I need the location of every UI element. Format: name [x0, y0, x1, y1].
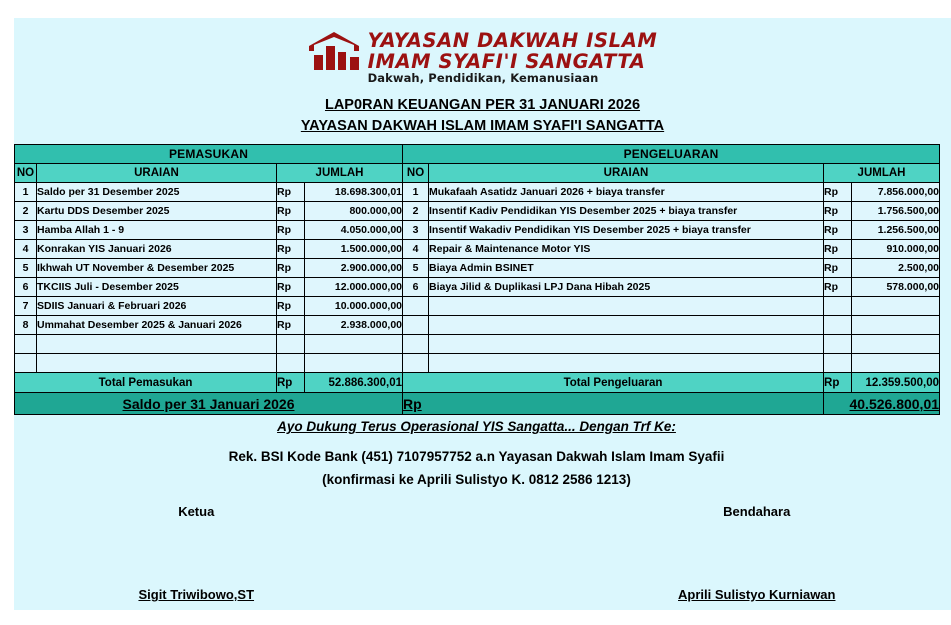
column-header-row — [15, 164, 940, 183]
blank-cell — [403, 354, 429, 373]
income-desc: Saldo per 31 Desember 2025 — [37, 183, 277, 202]
total-income-label: Total Pemasukan — [15, 373, 277, 393]
income-band-label: PEMASUKAN — [15, 145, 403, 164]
bank-account-line: Rek. BSI Kode Bank (451) 7107957752 a.n Yayasan Dakwah Islam Imam Syafii — [228, 449, 725, 464]
expense-desc: Biaya Jilid & Duplikasi LPJ Dana Hibah 2025 — [429, 278, 824, 297]
expense-header-jumlah: JUMLAH — [824, 164, 940, 183]
expense-no: 5 — [403, 259, 429, 278]
income-desc: Ummahat Desember 2025 & Januari 2026 — [37, 316, 277, 335]
income-desc: Ikhwah UT November & Desember 2025 — [37, 259, 277, 278]
income-desc: Kartu DDS Desember 2025 — [37, 202, 277, 221]
expense-no-empty — [403, 297, 429, 316]
total-expense-amount: 12.359.500,00 — [852, 373, 940, 393]
income-header-no: NO — [15, 164, 37, 183]
income-no: 7 — [15, 297, 37, 316]
signature-role-ketua: Ketua — [178, 504, 215, 519]
income-currency: Rp — [277, 221, 305, 240]
expense-currency: Rp — [824, 221, 852, 240]
expense-amount: 1.256.500,00 — [852, 221, 940, 240]
expense-no: 4 — [403, 240, 429, 259]
totals-row — [15, 373, 940, 393]
report-title-block — [14, 95, 951, 137]
expense-amount: 910.000,00 — [852, 240, 940, 259]
total-expense-currency: Rp — [824, 373, 852, 393]
signature-role-bendahara: Bendahara — [723, 504, 791, 519]
expense-amount: 7.856.000,00 — [852, 183, 940, 202]
expense-no: 2 — [403, 202, 429, 221]
expense-no: 1 — [403, 183, 429, 202]
blank-cell — [15, 335, 37, 354]
blank-cell — [852, 335, 940, 354]
income-desc: Konrakan YIS Januari 2026 — [37, 240, 277, 259]
donation-footer — [14, 418, 939, 487]
table-row-blank — [15, 354, 940, 373]
expense-currency: Rp — [824, 240, 852, 259]
total-income-amount: 52.886.300,01 — [305, 373, 403, 393]
expense-desc: Repair & Maintenance Motor YIS — [429, 240, 824, 259]
signature-name-ketua: Sigit Triwibowo,ST — [138, 587, 255, 602]
income-amount: 18.698.300,01 — [305, 183, 403, 202]
expense-desc: Insentif Wakadiv Pendidikan YIS Desember 2025 + biaya transfer — [429, 221, 824, 240]
blank-cell — [305, 354, 403, 373]
income-currency: Rp — [277, 259, 305, 278]
mosque-building-icon — [308, 31, 360, 71]
expense-desc: Mukafaah Asatidz Januari 2026 + biaya transfer — [429, 183, 824, 202]
financial-table — [14, 144, 940, 415]
saldo-amount: 40.526.800,01 — [824, 393, 940, 415]
expense-band-label: PENGELUARAN — [403, 145, 940, 164]
income-amount: 4.050.000,00 — [305, 221, 403, 240]
blank-cell — [429, 335, 824, 354]
table-row — [15, 297, 940, 316]
signature-name-bendahara: Aprili Sulistyo Kurniawan — [678, 587, 836, 602]
expense-currency: Rp — [824, 259, 852, 278]
saldo-label: Saldo per 31 Januari 2026 — [15, 393, 403, 415]
income-no: 1 — [15, 183, 37, 202]
income-header-jumlah: JUMLAH — [277, 164, 403, 183]
expense-desc-empty — [429, 316, 824, 335]
income-currency: Rp — [277, 278, 305, 297]
expense-amount: 1.756.500,00 — [852, 202, 940, 221]
blank-cell — [305, 335, 403, 354]
income-no: 5 — [15, 259, 37, 278]
income-no: 4 — [15, 240, 37, 259]
blank-cell — [824, 354, 852, 373]
table-row-blank — [15, 335, 940, 354]
blank-cell — [37, 354, 277, 373]
income-amount: 2.938.000,00 — [305, 316, 403, 335]
table-row — [15, 240, 940, 259]
blank-cell — [277, 335, 305, 354]
blank-cell — [852, 354, 940, 373]
expense-desc: Insentif Kadiv Pendidikan YIS Desember 2025 + biaya transfer — [429, 202, 824, 221]
blank-cell — [429, 354, 824, 373]
section-band-row — [15, 145, 940, 164]
income-no: 3 — [15, 221, 37, 240]
income-currency: Rp — [277, 240, 305, 259]
table-row — [15, 278, 940, 297]
income-amount: 10.000.000,00 — [305, 297, 403, 316]
expense-no-empty — [403, 316, 429, 335]
expense-currency-empty — [824, 297, 852, 316]
expense-currency: Rp — [824, 183, 852, 202]
signature-bendahara — [475, 504, 940, 604]
income-desc: SDIIS Januari & Februari 2026 — [37, 297, 277, 316]
expense-amount: 578.000,00 — [852, 278, 940, 297]
table-row — [15, 183, 940, 202]
expense-desc-empty — [429, 297, 824, 316]
income-amount: 2.900.000,00 — [305, 259, 403, 278]
income-amount: 800.000,00 — [305, 202, 403, 221]
report-title-line2: YAYASAN DAKWAH ISLAM IMAM SYAFI'I SANGATTA — [300, 117, 665, 134]
expense-amount: 2.500,00 — [852, 259, 940, 278]
signature-block — [14, 504, 939, 604]
organization-masthead — [14, 18, 951, 85]
donation-appeal-text: Ayo Dukung Terus Operasional YIS Sangatta... Dengan Trf Ke: — [277, 419, 676, 434]
saldo-currency: Rp — [403, 393, 824, 415]
income-currency: Rp — [277, 316, 305, 335]
expense-header-no: NO — [403, 164, 429, 183]
signature-ketua — [14, 504, 475, 604]
blank-cell — [403, 335, 429, 354]
expense-currency: Rp — [824, 202, 852, 221]
income-currency: Rp — [277, 202, 305, 221]
org-name-line2: IMAM SYAFI'I SANGATTA — [367, 49, 646, 73]
income-amount: 1.500.000,00 — [305, 240, 403, 259]
org-tagline: Dakwah, Pendidikan, Kemanusiaan — [367, 71, 599, 85]
expense-no: 6 — [403, 278, 429, 297]
saldo-row — [15, 393, 940, 415]
total-income-currency: Rp — [277, 373, 305, 393]
expense-amount-empty — [852, 297, 940, 316]
income-no: 6 — [15, 278, 37, 297]
expense-currency: Rp — [824, 278, 852, 297]
income-amount: 12.000.000,00 — [305, 278, 403, 297]
income-no: 2 — [15, 202, 37, 221]
blank-cell — [824, 335, 852, 354]
total-expense-label: Total Pengeluaran — [403, 373, 824, 393]
income-desc: TKCIIS Juli - Desember 2025 — [37, 278, 277, 297]
income-header-uraian: URAIAN — [37, 164, 277, 183]
report-page — [14, 18, 951, 610]
blank-cell — [277, 354, 305, 373]
expense-amount-empty — [852, 316, 940, 335]
blank-cell — [37, 335, 277, 354]
org-name-line1: YAYASAN DAKWAH ISLAM — [367, 29, 658, 52]
income-currency: Rp — [277, 183, 305, 202]
table-row — [15, 259, 940, 278]
expense-desc: Biaya Admin BSINET — [429, 259, 824, 278]
confirmation-line: (konfirmasi ke Aprili Sulistyo K. 0812 2586 1213) — [322, 472, 631, 487]
income-desc: Hamba Allah 1 - 9 — [37, 221, 277, 240]
expense-header-uraian: URAIAN — [429, 164, 824, 183]
table-row — [15, 221, 940, 240]
expense-no: 3 — [403, 221, 429, 240]
blank-cell — [15, 354, 37, 373]
report-title-line1: LAP0RAN KEUANGAN PER 31 JANUARI 2026 — [324, 96, 641, 113]
expense-currency-empty — [824, 316, 852, 335]
income-currency: Rp — [277, 297, 305, 316]
table-row — [15, 316, 940, 335]
table-row — [15, 202, 940, 221]
income-no: 8 — [15, 316, 37, 335]
